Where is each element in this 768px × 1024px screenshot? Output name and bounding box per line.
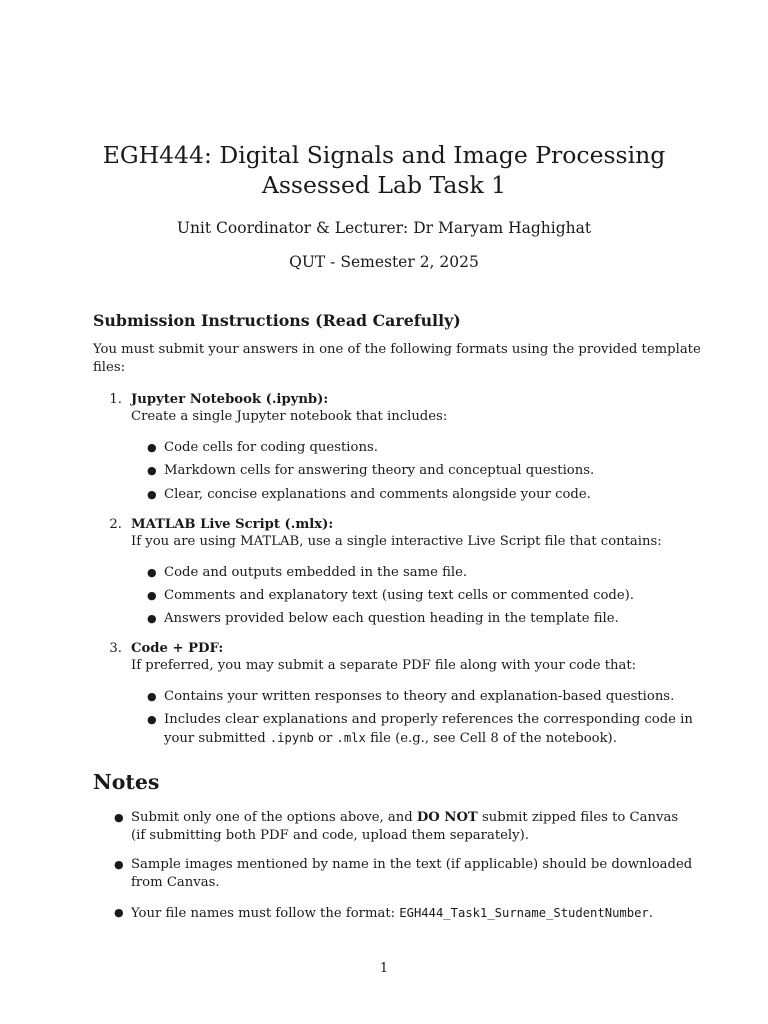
filename-format-code: EGH444_Task1_Surname_StudentNumber	[399, 906, 649, 920]
bullet-icon: ●	[147, 612, 157, 625]
list-item: Answers provided below each question heading in the template file.	[164, 611, 619, 626]
list-item: Comments and explanatory text (using text cells or commented code).	[164, 588, 635, 603]
text-span: Your file names must follow the format:	[131, 906, 400, 921]
note-item-continuation: (if submitting both PDF and code, upload them separately).	[131, 828, 529, 843]
list-item: Contains your written responses to theory and explanation-based questions.	[164, 689, 675, 704]
list-item: Markdown cells for answering theory and conceptual questions.	[164, 463, 595, 478]
bullet-icon: ●	[147, 690, 157, 703]
option-title: Jupyter Notebook (.ipynb):	[131, 392, 329, 407]
note-item: Sample images mentioned by name in the text (if applicable) should be downloaded	[131, 857, 693, 872]
text-span: submit zipped files to Canvas	[477, 810, 679, 825]
bullet-icon: ●	[147, 464, 157, 477]
bullet-icon: ●	[147, 566, 157, 579]
text-span: Submit only one of the options above, and	[131, 810, 417, 825]
code-ipynb: .ipynb	[269, 731, 314, 745]
text-span: your submitted	[164, 731, 270, 746]
page-number: 1	[379, 961, 389, 976]
coordinator-line: Unit Coordinator & Lecturer: Dr Maryam Haghighat	[176, 219, 592, 237]
note-item	[131, 904, 653, 923]
text-span: file (e.g., see Cell 8 of the notebook).	[365, 731, 617, 746]
option-title: MATLAB Live Script (.mlx):	[131, 517, 334, 532]
option-description: Create a single Jupyter notebook that includes:	[131, 409, 448, 424]
option-number: 2.	[109, 517, 122, 532]
bullet-icon: ●	[147, 713, 157, 726]
list-item: Clear, concise explanations and comments alongside your code.	[164, 487, 591, 502]
list-item: Code cells for coding questions.	[164, 440, 378, 455]
option-description: If preferred, you may submit a separate PDF file along with your code that:	[131, 658, 637, 673]
emphasis: DO NOT	[416, 810, 478, 825]
code-mlx: .mlx	[336, 731, 366, 745]
note-item	[131, 809, 678, 827]
bullet-icon: ●	[147, 441, 157, 454]
list-item: Code and outputs embedded in the same file.	[164, 565, 468, 580]
bullet-icon: ●	[114, 858, 124, 871]
bullet-icon: ●	[114, 811, 124, 824]
list-item: Includes clear explanations and properly references the corresponding code in	[164, 712, 693, 727]
bullet-icon: ●	[147, 488, 157, 501]
submission-heading: Submission Instructions (Read Carefully)	[93, 311, 461, 330]
bullet-icon: ●	[147, 589, 157, 602]
doc-title-line2: Assessed Lab Task 1	[261, 171, 507, 199]
bullet-icon: ●	[114, 906, 124, 919]
submission-intro-line2: files:	[93, 360, 126, 375]
text-span: .	[648, 906, 653, 921]
text-span: or	[313, 731, 337, 746]
list-item-continuation	[164, 729, 617, 748]
option-number: 3.	[109, 641, 122, 656]
submission-intro-line1: You must submit your answers in one of the following formats using the provided template	[93, 342, 701, 357]
doc-title-line1: EGH444: Digital Signals and Image Processing	[102, 141, 666, 169]
semester-line: QUT - Semester 2, 2025	[289, 253, 479, 271]
notes-heading: Notes	[93, 770, 160, 794]
note-item-continuation: from Canvas.	[131, 875, 220, 890]
option-number: 1.	[109, 392, 122, 407]
option-description: If you are using MATLAB, use a single interactive Live Script file that contains:	[131, 534, 662, 549]
option-title: Code + PDF:	[131, 641, 224, 656]
